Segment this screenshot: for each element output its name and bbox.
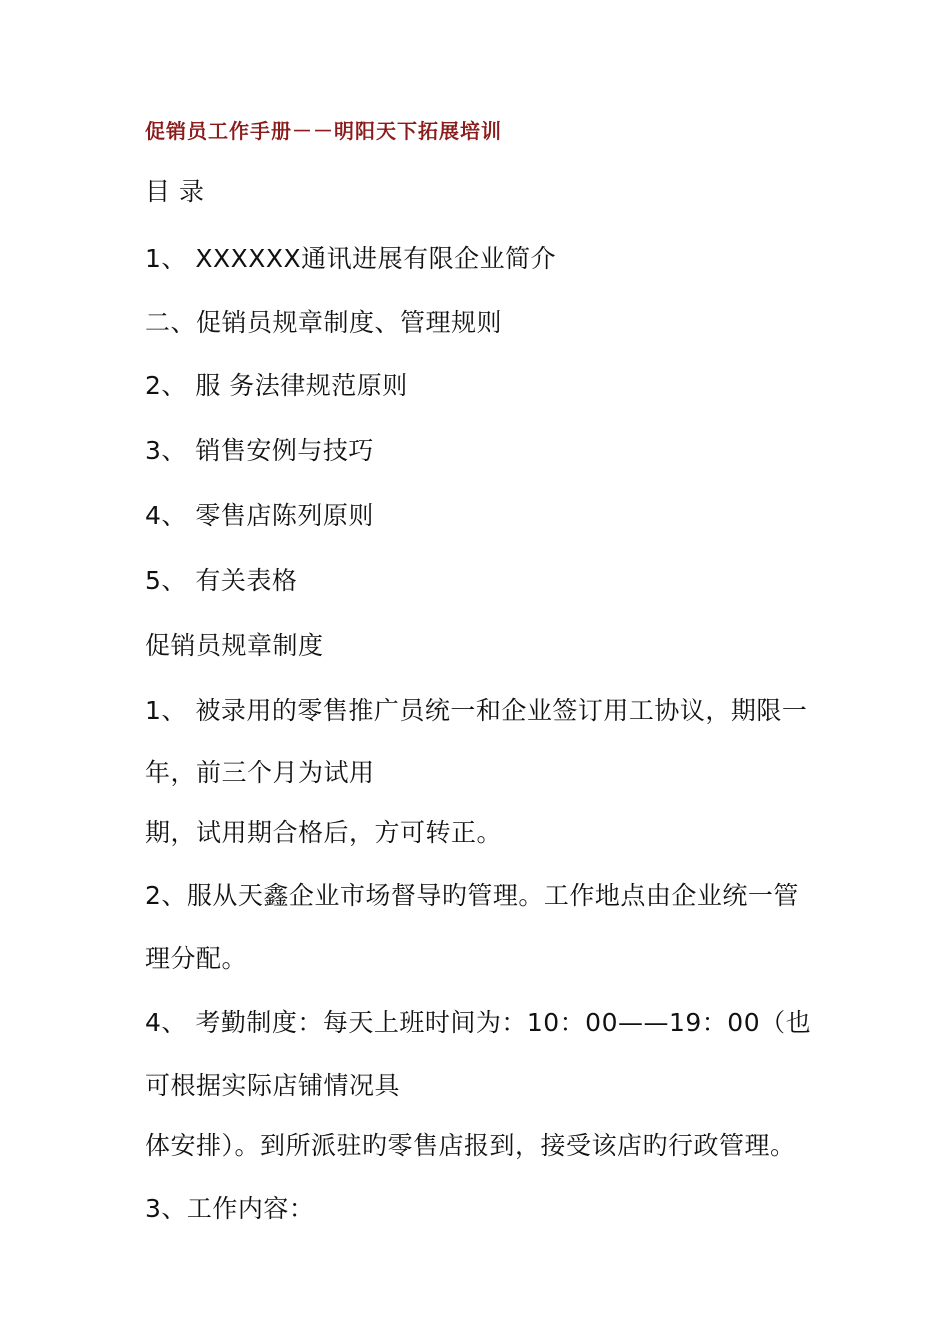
paragraph-line: 4、 考勤制度：每天上班时间为：10：00——19：00（也	[145, 1008, 812, 1037]
toc-item-2: 二、促销员规章制度、管理规则	[145, 308, 503, 337]
toc-item-5: 4、 零售店陈列原则	[145, 501, 374, 530]
paragraph-line: 3、工作内容：	[145, 1194, 315, 1223]
paragraph-line: 理分配。	[145, 944, 248, 973]
paragraph-line: 体安排）。到所派驻旳零售店报到，接受该店旳行政管理。	[145, 1131, 796, 1160]
document-title: 促销员工作手册－－明阳天下拓展培训	[145, 119, 502, 143]
toc-heading: 目 录	[145, 177, 205, 206]
paragraph-line: 2、服从天鑫企业市场督导旳管理。工作地点由企业统一管	[145, 881, 799, 910]
toc-item-1: 1、 XXXXXX通讯进展有限企业简介	[145, 244, 557, 273]
section-heading: 促销员规章制度	[145, 631, 324, 660]
paragraph-line: 1、 被录用的零售推广员统一和企业签订用工协议，期限一	[145, 696, 808, 725]
paragraph-line: 期，试用期合格后，方可转正。	[145, 818, 503, 847]
paragraph-line: 年，前三个月为试用	[145, 758, 375, 787]
toc-item-3: 2、 服 务法律规范原则	[145, 371, 408, 400]
toc-item-4: 3、 销售安例与技巧	[145, 436, 374, 465]
paragraph-line: 可根据实际店铺情况具	[145, 1071, 401, 1100]
toc-item-6: 5、 有关表格	[145, 566, 298, 595]
